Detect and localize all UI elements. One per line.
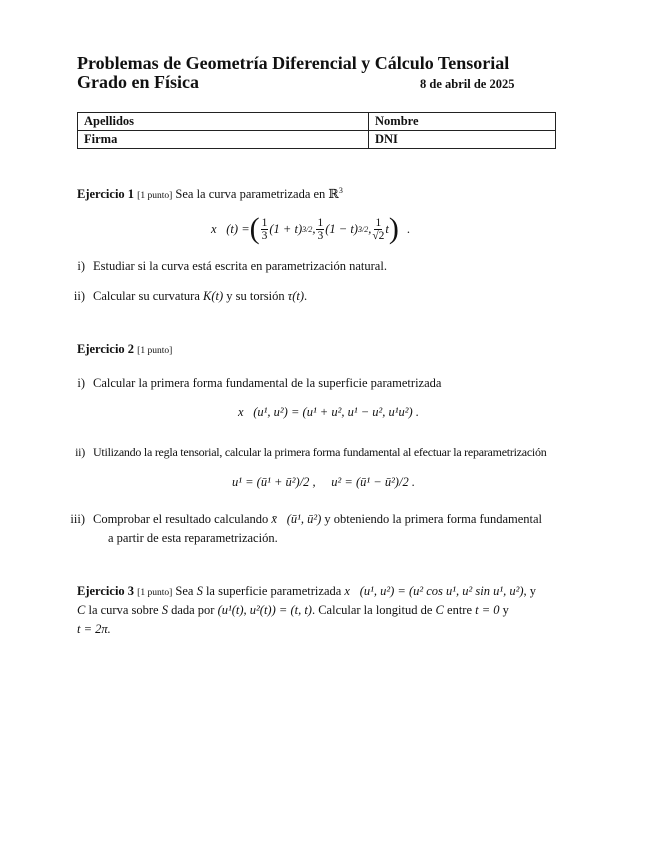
ej1-intro: Sea la curva parametrizada en ℝ <box>175 187 339 202</box>
ej1-eq-exp2: 3/2 <box>357 224 369 234</box>
ej1-item-i-label: i) <box>77 259 85 273</box>
exam-title: Problemas de Geometría Diferencial y Cálculo Tensorial <box>77 53 510 73</box>
ej2-item-i-text: Calcular la primera forma fundamental de la superficie parametrizada <box>93 376 442 390</box>
ej1-curve-equation: x⃗(t) = ( $\frac{1}{3}$ (1 + t) 3/2 , $\frac{1}{3}$ (1 − t) 3/2 , $\frac{1}{√2}$ t ) . <box>211 212 410 245</box>
ej1-frac-3: $\frac{1}{√2}$ <box>372 216 385 242</box>
ej3-line2: C la curva sobre S dada por (u¹(t), u²(t)) = (t, t). Calcular la longitud de C entre t = 0 y <box>77 603 509 617</box>
ej2-points: [1 punto] <box>137 346 173 356</box>
ej2-item-i <box>55 376 441 391</box>
nombre-field[interactable] <box>369 113 556 131</box>
reparam-surface-symbol: x̄⃗(ū¹, ū²) <box>271 512 322 526</box>
ej1-eq-f1: (1 + t) <box>269 221 303 236</box>
ej3-curve-equation: (u¹(t), u²(t)) = (t, t) <box>217 603 312 617</box>
apellidos-field[interactable] <box>78 113 369 131</box>
ej1-points: [1 punto] <box>137 191 173 202</box>
ej1-heading <box>77 186 343 202</box>
ej3-surface-equation: x⃗(u¹, u²) = (u² cos u¹, u² sin u¹, u²) <box>344 584 524 598</box>
ej2-label: Ejercicio 2 <box>77 342 135 356</box>
ej1-item-i <box>55 259 387 274</box>
ej2-item-i-label: i) <box>77 376 85 390</box>
nombre-label: Nombre <box>375 114 419 128</box>
ej1-item-ii-label: ii) <box>73 289 85 303</box>
ej1-item-i-text: Estudiar si la curva está escrita en parametrización natural. <box>93 259 387 273</box>
ej1-eq-exp1: 3/2 <box>302 224 313 234</box>
exam-subtitle: Grado en Física <box>77 72 199 92</box>
curvature-symbol: K(t) <box>203 289 224 303</box>
ej1-frac-1: $\frac{1}{3}$ <box>261 216 268 242</box>
ej1-eq-last: t <box>385 221 389 236</box>
ej1-eq-rparen: ) <box>388 212 399 245</box>
ej1-label: Ejercicio 1 <box>77 187 135 202</box>
ej1-frac-2: $\frac{1}{3}$ <box>317 216 324 242</box>
ej2-item-ii-label: ii) <box>75 445 85 459</box>
ej1-item-ii: ii) Calcular su curvatura K(t) y su torsión τ(t). <box>55 289 307 304</box>
ej2-reparam-equation: u¹ = (ū¹ + ū²)/2 , u² = (ū¹ − ū²)/2 . <box>232 475 415 489</box>
ej2-heading <box>77 342 172 357</box>
dni-field[interactable] <box>369 131 556 149</box>
ej1-eq-f2: (1 − t) <box>325 221 358 236</box>
ej2-item-ii <box>55 445 547 460</box>
ej2-item-iii-label: iii) <box>70 512 85 526</box>
firma-label: Firma <box>84 132 118 146</box>
ej3-label: Ejercicio 3 <box>77 584 135 598</box>
exam-date: 8 de abril de 2025 <box>420 77 515 91</box>
firma-field[interactable] <box>78 131 369 149</box>
ej1-eq-lparen: ( <box>249 212 260 245</box>
ej3-line3: t = 2π. <box>77 622 111 636</box>
ej2-item-ii-text: Utilizando la regla tensorial, calcular la primera forma fundamental al efectuar la reparametrización <box>93 445 547 459</box>
student-info-table <box>77 112 556 149</box>
ej3-line1: Ejercicio 3 [1 punto] Sea S la superficie parametrizada x⃗(u¹, u²) = (u² cos u¹, u² sin u¹, u²), y <box>77 584 537 598</box>
torsion-symbol: τ(t) <box>287 289 305 303</box>
ej2-item-iii: iii) Comprobar el resultado calculando x̄⃗(ū¹, ū²) y obteniendo la primera forma fundamental <box>55 512 542 527</box>
ej2-item-iii-line2: a partir de esta reparametrización. <box>108 531 278 545</box>
ej2-surface-equation: x⃗(u¹, u²) = (u¹ + u², u¹ − u², u¹u²) . <box>238 405 419 419</box>
ej1-eq-period: . <box>406 221 410 236</box>
ej1-intro-sup: 3 <box>338 186 343 195</box>
apellidos-label: Apellidos <box>84 114 135 128</box>
ej3-points: [1 punto] <box>137 588 173 598</box>
dni-label: DNI <box>375 132 398 146</box>
ej1-eq-lhs: x⃗(t) = <box>211 221 250 236</box>
